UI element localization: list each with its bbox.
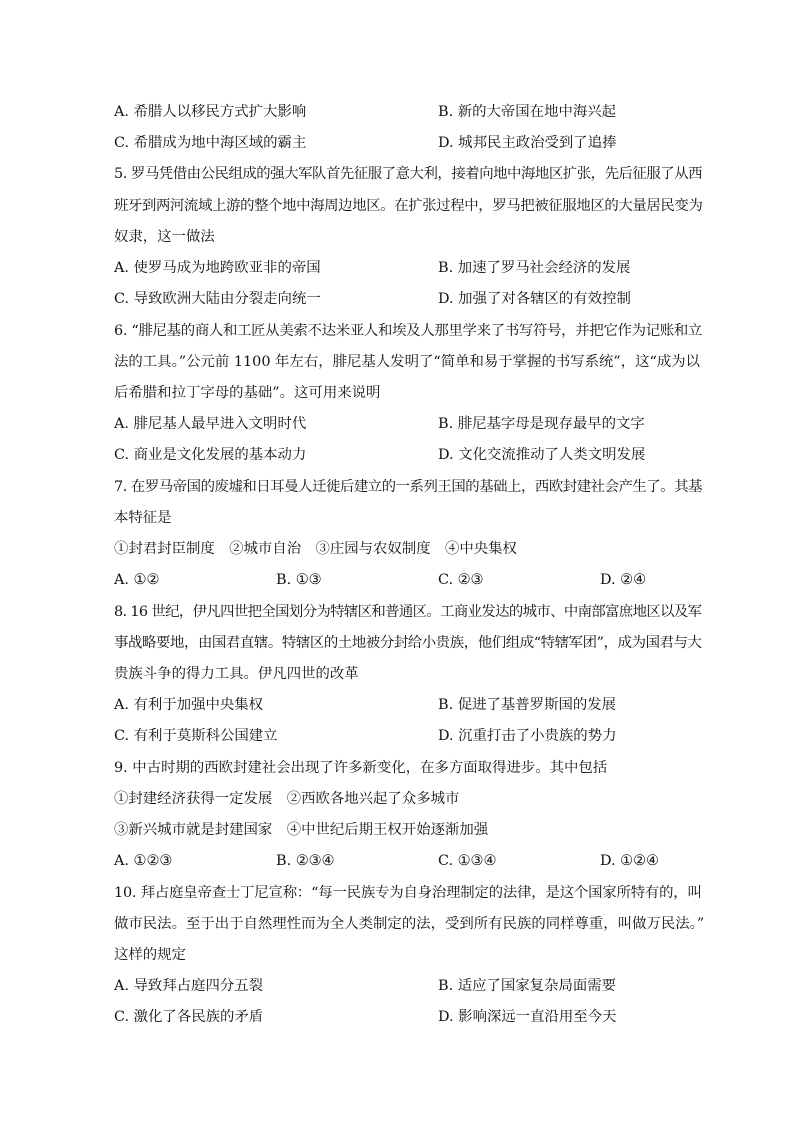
q6-option-d: D. 文化交流推动了人类文明发展	[438, 447, 646, 463]
q6-option-a: A. 腓尼基人最早进入文明时代	[114, 416, 307, 432]
q8-option-a: A. 有利于加强中央集权	[114, 697, 264, 713]
q9-statements: ③新兴城市就是封建国家 ④中世纪后期王权开始逐渐加强	[114, 822, 489, 838]
q7-stem-line: 7. 在罗马帝国的废墟和日耳曼人迁徙后建立的一系列王国的基础上，西欧封建社会产生了。其基	[114, 479, 703, 495]
q8-option-d: D. 沉重打击了小贵族的势力	[438, 728, 617, 744]
q5-option-a: A. 使罗马成为地跨欧亚非的帝国	[114, 260, 321, 276]
q9-option-d: D. ①②④	[600, 853, 659, 869]
q4-option-a: A. 希腊人以移民方式扩大影响	[114, 104, 307, 120]
q10-option-c: C. 激化了各民族的矛盾	[114, 1009, 264, 1025]
q5-stem-line: 奴隶，这一做法	[114, 229, 215, 245]
q7-option-b: B. ①③	[276, 572, 322, 588]
q8-stem-line: 8. 16 世纪，伊凡四世把全国划分为特辖区和普通区。工商业发达的城市、中南部富庶地区以及军	[114, 604, 702, 620]
q6-option-c: C. 商业是文化发展的基本动力	[114, 447, 307, 463]
q4-option-c: C. 希腊成为地中海区域的霸主	[114, 135, 307, 151]
q10-stem-line: 这样的规定	[114, 947, 186, 963]
q7-option-a: A. ①②	[114, 572, 160, 588]
q5-option-b: B. 加速了罗马社会经济的发展	[438, 260, 631, 276]
q4-option-d: D. 城邦民主政治受到了追捧	[438, 135, 617, 151]
q9-statements: ①封建经济获得一定发展 ②西欧各地兴起了众多城市	[114, 791, 460, 807]
q7-statements: ①封君封臣制度 ②城市自治 ③庄园与农奴制度 ④中央集权	[114, 541, 517, 557]
q10-option-a: A. 导致拜占庭四分五裂	[114, 978, 264, 994]
q7-stem-line: 本特征是	[114, 510, 172, 526]
q7-option-c: C. ②③	[438, 572, 484, 588]
q6-option-b: B. 腓尼基字母是现存最早的文字	[438, 416, 645, 432]
q8-option-c: C. 有利于莫斯科公国建立	[114, 728, 278, 744]
q5-option-c: C. 导致欧洲大陆由分裂走向统一	[114, 291, 321, 307]
q5-stem-line: 班牙到两河流域上游的整个地中海周边地区。在扩张过程中，罗马把被征服地区的大量居民变为	[114, 198, 703, 214]
q8-option-b: B. 促进了基普罗斯国的发展	[438, 697, 617, 713]
q9-option-c: C. ①③④	[438, 853, 497, 869]
q8-stem-line: 贵族斗争的得力工具。伊凡四世的改革	[114, 666, 359, 682]
q9-option-a: A. ①②③	[114, 853, 173, 869]
q6-stem-line: 后希腊和拉丁字母的基础”。这可用来说明	[114, 385, 381, 401]
q10-stem-line: 10. 拜占庭皇帝查士丁尼宣称：“每一民族专为自身治理制定的法律，是这个国家所特有的，叫	[114, 885, 702, 901]
q10-stem-line: 做市民法。至于出于自然理性而为全人类制定的法，受到所有民族的同样尊重，叫做万民法。”	[114, 916, 705, 932]
q8-stem-line: 事战略要地，由国君直辖。特辖区的土地被分封给小贵族，他们组成“特辖军团”，成为国君与大	[114, 635, 702, 651]
q4-option-b: B. 新的大帝国在地中海兴起	[438, 104, 617, 120]
q7-option-d: D. ②④	[600, 572, 646, 588]
q5-option-d: D. 加强了对各辖区的有效控制	[438, 291, 631, 307]
q9-option-b: B. ②③④	[276, 853, 335, 869]
q10-option-b: B. 适应了国家复杂局面需要	[438, 978, 617, 994]
q6-stem-line: 6. “腓尼基的商人和工匠从美索不达米亚人和埃及人那里学来了书写符号，并把它作为记账和立	[114, 323, 703, 339]
q6-stem-line: 法的工具。”公元前 1100 年左右，腓尼基人发明了“简单和易于掌握的书写系统”，这“成为以	[114, 354, 701, 370]
q9-stem-line: 9. 中古时期的西欧封建社会出现了许多新变化，在多方面取得进步。其中包括	[114, 760, 608, 776]
q5-stem-line: 5. 罗马凭借由公民组成的强大军队首先征服了意大利，接着向地中海地区扩张，先后征服了从西	[114, 166, 703, 182]
q10-option-d: D. 影响深远一直沿用至今天	[438, 1009, 617, 1025]
